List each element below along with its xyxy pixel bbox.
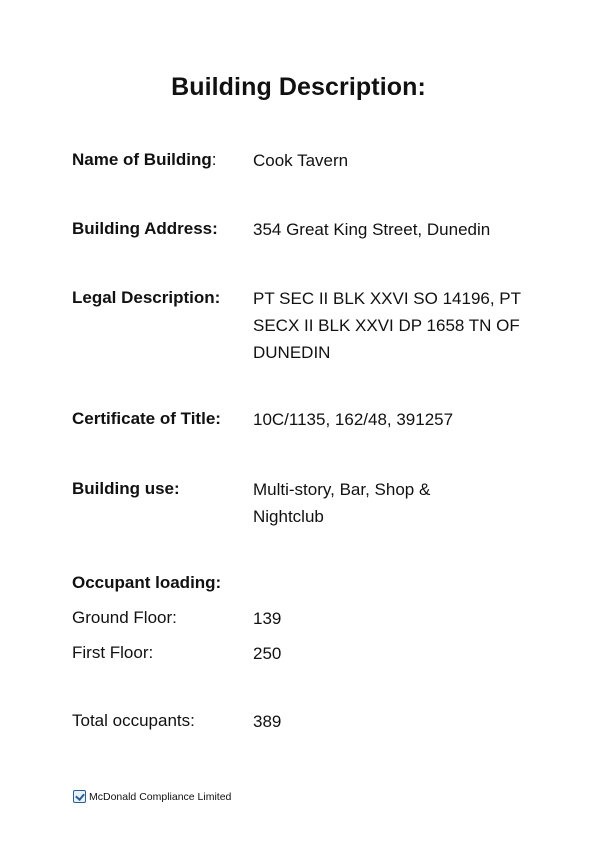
footer <box>73 790 231 803</box>
name-of-building-label: Name of Building: <box>72 150 217 169</box>
building-address-value: 354 Great King Street, Dunedin <box>253 220 491 239</box>
first-floor-label: First Floor: <box>72 643 154 662</box>
building-use-line: Nightclub <box>253 507 324 526</box>
legal-description-line: DUNEDIN <box>253 343 331 362</box>
company-name: McDonald Compliance Limited <box>89 790 232 803</box>
occupant-loading-heading: Occupant loading: <box>72 573 222 592</box>
building-use-value <box>253 476 543 530</box>
building-address-label: Building Address: <box>72 219 218 238</box>
legal-description-line: SECX II BLK XXVI DP 1658 TN OF <box>253 316 520 335</box>
page-title: Building Description: <box>171 73 426 101</box>
ground-floor-value: 139 <box>253 609 282 628</box>
checkbox-logo-icon <box>73 790 86 803</box>
legal-description-line: PT SEC II BLK XXVI SO 14196, PT <box>253 289 522 308</box>
building-use-line: Multi-story, Bar, Shop & <box>253 480 431 499</box>
total-occupants-label: Total occupants: <box>72 711 195 730</box>
name-of-building-value: Cook Tavern <box>253 151 349 170</box>
ground-floor-label: Ground Floor: <box>72 608 177 627</box>
total-occupants-value: 389 <box>253 712 282 731</box>
certificate-of-title-value: 10C/1135, 162/48, 391257 <box>253 410 454 429</box>
legal-description-label: Legal Description: <box>72 288 221 307</box>
building-use-label: Building use: <box>72 479 180 498</box>
certificate-of-title-label: Certificate of Title: <box>72 409 221 428</box>
legal-description-value <box>253 285 543 366</box>
first-floor-value: 250 <box>253 644 282 663</box>
